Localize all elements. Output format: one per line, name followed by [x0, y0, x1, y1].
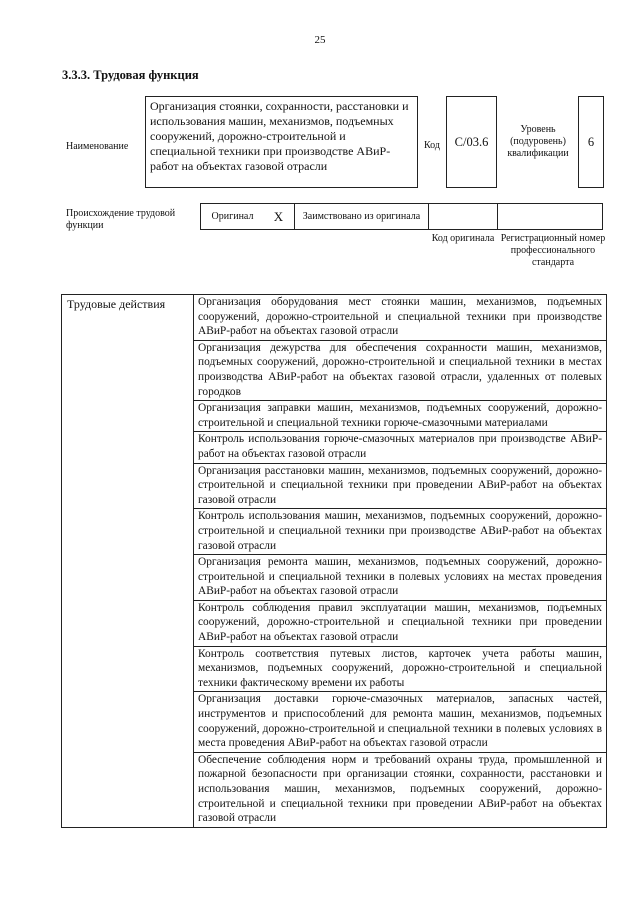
original-label: Оригинал: [200, 203, 264, 230]
qualification-level-value: 6: [578, 96, 604, 188]
registration-number-caption: Регистрационный номер профессионального стандарта: [500, 233, 606, 268]
origin-label: Происхождение трудовой функции: [66, 208, 176, 231]
section-title: 3.3.3. Трудовая функция: [62, 68, 199, 82]
labor-action-item: Организация оборудования мест стоянки машин, механизмов, подъемных сооружений, дорожно-строительной и специальной техники при производстве АВиР-работ на объектах газовой отрасли: [194, 295, 607, 341]
labor-action-item: Обеспечение соблюдения норм и требований охраны труда, промышленной и пожарной безопасности при организации стоянки, сохранности, расстановки и использования машин, механизмов, подъемных сооружений, дорожно-строительной и специальной техники при проведении АВиР-работ на объектах газовой отрасли: [194, 752, 607, 827]
original-code-cell: [428, 203, 498, 230]
labor-action-item: Контроль использования машин, механизмов, подъемных сооружений, дорожно-строительной и специальной техники при производстве АВиР-работ на объектах газовой отрасли: [194, 509, 607, 555]
code-label: Код: [424, 140, 440, 151]
table-row: [62, 295, 607, 341]
origin-row: [200, 203, 602, 230]
registration-number-cell: [497, 203, 603, 230]
labor-action-item: Контроль соблюдения правил эксплуатации машин, механизмов, подъемных сооружений, дорожно-строительной и специальной техники при проведении АВиР-работ на объектах газовой отрасли: [194, 600, 607, 646]
labor-action-item: Контроль соответствия путевых листов, карточек учета работы машин, механизмов, подъемных сооружений, дорожно-строительной и специальной техники фактическому времени их работы: [194, 646, 607, 692]
name-label: Наименование: [66, 141, 129, 152]
labor-actions-header: Трудовые действия: [62, 295, 194, 828]
labor-action-item: Организация заправки машин, механизмов, подъемных сооружений, дорожно-строительной и специальной техники горюче-смазочными материалами: [194, 401, 607, 432]
labor-action-item: Организация доставки горюче-смазочных материалов, запасных частей, инструментов и приспособлений для ремонта машин, механизмов, подъемных сооружений, дорожно-строительной и специальной техники в полевых условиях в места проведения АВиР-работ на объектах газовой отрасли: [194, 692, 607, 752]
function-code-value: С/03.6: [446, 96, 497, 188]
labor-actions-table: [61, 294, 607, 828]
page-number: 25: [314, 34, 326, 46]
function-name-value: Организация стоянки, сохранности, расстановки и использования машин, механизмов, подъемных сооружений, дорожно-строительной и специальной техники при производстве АВиР-работ на объектах газовой отрасли: [145, 96, 418, 188]
original-mark: X: [263, 203, 295, 230]
labor-action-item: Организация ремонта машин, механизмов, подъемных сооружений, дорожно-строительной и специальной техники в полевых условиях на местах проведения АВиР-работ на объектах газовой отрасли: [194, 555, 607, 601]
original-code-caption: Код оригинала: [431, 233, 495, 244]
labor-action-item: Организация дежурства для обеспечения сохранности машин, механизмов, подъемных сооружений, дорожно-строительной и специальной техники в местах производства АВиР-работ на объектах газовой отрасли, удаленных от полевых городков: [194, 340, 607, 400]
labor-action-item: Контроль использования горюче-смазочных материалов при производстве АВиР-работ на объектах газовой отрасли: [194, 432, 607, 463]
qualification-level-label: Уровень (подуровень) квалификации: [507, 124, 569, 159]
borrowed-label: Заимствовано из оригинала: [294, 203, 429, 230]
labor-action-item: Организация расстановки машин, механизмов, подъемных сооружений, дорожно-строительной и специальной техники при проведении АВиР-работ на объектах газовой отрасли: [194, 463, 607, 509]
